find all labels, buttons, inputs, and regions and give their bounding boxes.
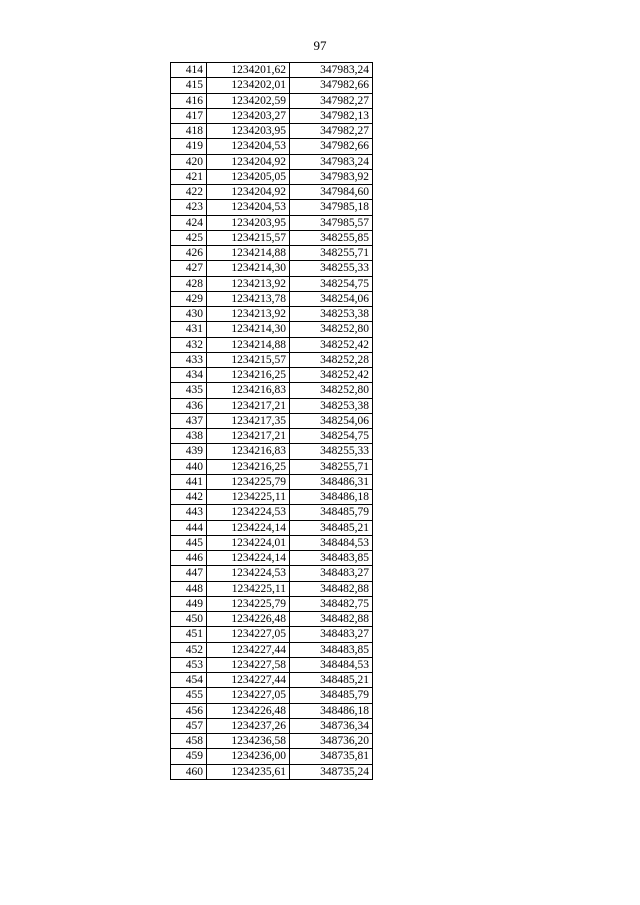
- point-number-cell: 428: [171, 276, 207, 291]
- x-coordinate-cell: 1234227,44: [207, 642, 290, 657]
- y-coordinate-cell: 348483,27: [290, 627, 373, 642]
- x-coordinate-cell: 1234202,59: [207, 93, 290, 108]
- table-row: [171, 703, 373, 718]
- table-row: [171, 749, 373, 764]
- point-number-cell: 458: [171, 734, 207, 749]
- x-coordinate-cell: 1234225,11: [207, 581, 290, 596]
- x-coordinate-cell: 1234214,30: [207, 261, 290, 276]
- x-coordinate-cell: 1234217,21: [207, 398, 290, 413]
- x-coordinate-cell: 1234203,27: [207, 108, 290, 123]
- y-coordinate-cell: 348252,42: [290, 368, 373, 383]
- x-coordinate-cell: 1234203,95: [207, 124, 290, 139]
- x-coordinate-cell: 1234227,58: [207, 657, 290, 672]
- y-coordinate-cell: 348484,53: [290, 535, 373, 550]
- point-number-cell: 444: [171, 520, 207, 535]
- y-coordinate-cell: 347983,24: [290, 154, 373, 169]
- x-coordinate-cell: 1234215,57: [207, 352, 290, 367]
- y-coordinate-cell: 347982,66: [290, 78, 373, 93]
- point-number-cell: 422: [171, 185, 207, 200]
- point-number-cell: 418: [171, 124, 207, 139]
- page-number: 97: [313, 38, 327, 53]
- y-coordinate-cell: 348482,88: [290, 581, 373, 596]
- x-coordinate-cell: 1234214,88: [207, 246, 290, 261]
- point-number-cell: 448: [171, 581, 207, 596]
- point-number-cell: 439: [171, 444, 207, 459]
- table-row: [171, 566, 373, 581]
- point-number-cell: 451: [171, 627, 207, 642]
- y-coordinate-cell: 347984,60: [290, 185, 373, 200]
- point-number-cell: 457: [171, 718, 207, 733]
- table-row: [171, 368, 373, 383]
- point-number-cell: 436: [171, 398, 207, 413]
- table-row: [171, 124, 373, 139]
- point-number-cell: 440: [171, 459, 207, 474]
- point-number-cell: 454: [171, 673, 207, 688]
- y-coordinate-cell: 348482,75: [290, 596, 373, 611]
- table-row: [171, 185, 373, 200]
- point-number-cell: 426: [171, 246, 207, 261]
- y-coordinate-cell: 347985,57: [290, 215, 373, 230]
- table-row: [171, 200, 373, 215]
- table-row: [171, 459, 373, 474]
- y-coordinate-cell: 348485,21: [290, 520, 373, 535]
- y-coordinate-cell: 347982,13: [290, 108, 373, 123]
- x-coordinate-cell: 1234205,05: [207, 169, 290, 184]
- table-row: [171, 627, 373, 642]
- point-number-cell: 447: [171, 566, 207, 581]
- point-number-cell: 459: [171, 749, 207, 764]
- point-number-cell: 417: [171, 108, 207, 123]
- x-coordinate-cell: 1234204,92: [207, 154, 290, 169]
- point-number-cell: 453: [171, 657, 207, 672]
- point-number-cell: 431: [171, 322, 207, 337]
- table-row: [171, 596, 373, 611]
- y-coordinate-cell: 348484,53: [290, 657, 373, 672]
- x-coordinate-cell: 1234214,88: [207, 337, 290, 352]
- point-number-cell: 455: [171, 688, 207, 703]
- table-row: [171, 93, 373, 108]
- x-coordinate-cell: 1234203,95: [207, 215, 290, 230]
- point-number-cell: 427: [171, 261, 207, 276]
- table-row: [171, 139, 373, 154]
- x-coordinate-cell: 1234225,79: [207, 474, 290, 489]
- table-row: [171, 413, 373, 428]
- table-row: [171, 108, 373, 123]
- y-coordinate-cell: 348736,34: [290, 718, 373, 733]
- y-coordinate-cell: 348255,33: [290, 261, 373, 276]
- table-row: [171, 337, 373, 352]
- y-coordinate-cell: 348252,80: [290, 383, 373, 398]
- y-coordinate-cell: 347985,18: [290, 200, 373, 215]
- point-number-cell: 449: [171, 596, 207, 611]
- point-number-cell: 456: [171, 703, 207, 718]
- point-number-cell: 415: [171, 78, 207, 93]
- y-coordinate-cell: 348255,85: [290, 230, 373, 245]
- x-coordinate-cell: 1234224,53: [207, 505, 290, 520]
- y-coordinate-cell: 348486,18: [290, 703, 373, 718]
- table-row: [171, 474, 373, 489]
- x-coordinate-cell: 1234236,58: [207, 734, 290, 749]
- point-number-cell: 419: [171, 139, 207, 154]
- point-number-cell: 434: [171, 368, 207, 383]
- table-row: [171, 657, 373, 672]
- point-number-cell: 414: [171, 63, 207, 78]
- x-coordinate-cell: 1234224,01: [207, 535, 290, 550]
- table-row: [171, 505, 373, 520]
- table-row: [171, 154, 373, 169]
- point-number-cell: 416: [171, 93, 207, 108]
- point-number-cell: 423: [171, 200, 207, 215]
- y-coordinate-cell: 348486,18: [290, 490, 373, 505]
- x-coordinate-cell: 1234227,05: [207, 627, 290, 642]
- y-coordinate-cell: 347982,27: [290, 93, 373, 108]
- x-coordinate-cell: 1234201,62: [207, 63, 290, 78]
- table-row: [171, 230, 373, 245]
- point-number-cell: 437: [171, 413, 207, 428]
- table-row: [171, 63, 373, 78]
- x-coordinate-cell: 1234227,44: [207, 673, 290, 688]
- table-row: [171, 291, 373, 306]
- y-coordinate-cell: 348482,88: [290, 612, 373, 627]
- point-number-cell: 445: [171, 535, 207, 550]
- table-row: [171, 581, 373, 596]
- x-coordinate-cell: 1234225,79: [207, 596, 290, 611]
- table-row: [171, 398, 373, 413]
- y-coordinate-cell: 348485,79: [290, 505, 373, 520]
- point-number-cell: 429: [171, 291, 207, 306]
- x-coordinate-cell: 1234204,53: [207, 139, 290, 154]
- y-coordinate-cell: 348253,38: [290, 398, 373, 413]
- x-coordinate-cell: 1234224,14: [207, 551, 290, 566]
- y-coordinate-cell: 348485,79: [290, 688, 373, 703]
- table-row: [171, 520, 373, 535]
- y-coordinate-cell: 348483,27: [290, 566, 373, 581]
- table-row: [171, 764, 373, 779]
- table-row: [171, 551, 373, 566]
- table-row: [171, 307, 373, 322]
- y-coordinate-cell: 347982,66: [290, 139, 373, 154]
- table-row: [171, 383, 373, 398]
- y-coordinate-cell: 348254,75: [290, 429, 373, 444]
- x-coordinate-cell: 1234216,25: [207, 368, 290, 383]
- point-number-cell: 443: [171, 505, 207, 520]
- y-coordinate-cell: 348483,85: [290, 642, 373, 657]
- y-coordinate-cell: 347983,92: [290, 169, 373, 184]
- point-number-cell: 424: [171, 215, 207, 230]
- y-coordinate-cell: 348254,06: [290, 413, 373, 428]
- x-coordinate-cell: 1234224,14: [207, 520, 290, 535]
- point-number-cell: 435: [171, 383, 207, 398]
- table-row: [171, 261, 373, 276]
- x-coordinate-cell: 1234237,26: [207, 718, 290, 733]
- y-coordinate-cell: 348253,38: [290, 307, 373, 322]
- x-coordinate-cell: 1234217,35: [207, 413, 290, 428]
- point-number-cell: 450: [171, 612, 207, 627]
- table-row: [171, 490, 373, 505]
- point-number-cell: 432: [171, 337, 207, 352]
- x-coordinate-cell: 1234213,78: [207, 291, 290, 306]
- table-row: [171, 246, 373, 261]
- y-coordinate-cell: 348254,75: [290, 276, 373, 291]
- x-coordinate-cell: 1234225,11: [207, 490, 290, 505]
- x-coordinate-cell: 1234224,53: [207, 566, 290, 581]
- point-number-cell: 421: [171, 169, 207, 184]
- x-coordinate-cell: 1234215,57: [207, 230, 290, 245]
- point-number-cell: 420: [171, 154, 207, 169]
- table-row: [171, 734, 373, 749]
- y-coordinate-cell: 348255,71: [290, 246, 373, 261]
- table-row: [171, 429, 373, 444]
- point-number-cell: 442: [171, 490, 207, 505]
- y-coordinate-cell: 348486,31: [290, 474, 373, 489]
- y-coordinate-cell: 347982,27: [290, 124, 373, 139]
- table-row: [171, 688, 373, 703]
- table-row: [171, 78, 373, 93]
- x-coordinate-cell: 1234202,01: [207, 78, 290, 93]
- x-coordinate-cell: 1234204,92: [207, 185, 290, 200]
- table-row: [171, 612, 373, 627]
- x-coordinate-cell: 1234216,83: [207, 383, 290, 398]
- x-coordinate-cell: 1234213,92: [207, 276, 290, 291]
- y-coordinate-cell: 348252,42: [290, 337, 373, 352]
- point-number-cell: 433: [171, 352, 207, 367]
- x-coordinate-cell: 1234227,05: [207, 688, 290, 703]
- y-coordinate-cell: 348252,80: [290, 322, 373, 337]
- y-coordinate-cell: 348483,85: [290, 551, 373, 566]
- table-row: [171, 444, 373, 459]
- y-coordinate-cell: 347983,24: [290, 63, 373, 78]
- x-coordinate-cell: 1234236,00: [207, 749, 290, 764]
- table-row: [171, 215, 373, 230]
- table-row: [171, 642, 373, 657]
- y-coordinate-cell: 348252,28: [290, 352, 373, 367]
- table-row: [171, 276, 373, 291]
- point-number-cell: 430: [171, 307, 207, 322]
- y-coordinate-cell: 348254,06: [290, 291, 373, 306]
- coordinates-table-body: [171, 63, 373, 780]
- coordinates-table: [170, 62, 373, 780]
- x-coordinate-cell: 1234213,92: [207, 307, 290, 322]
- table-row: [171, 322, 373, 337]
- x-coordinate-cell: 1234235,61: [207, 764, 290, 779]
- point-number-cell: 438: [171, 429, 207, 444]
- point-number-cell: 452: [171, 642, 207, 657]
- x-coordinate-cell: 1234217,21: [207, 429, 290, 444]
- table-row: [171, 535, 373, 550]
- y-coordinate-cell: 348736,20: [290, 734, 373, 749]
- x-coordinate-cell: 1234204,53: [207, 200, 290, 215]
- x-coordinate-cell: 1234214,30: [207, 322, 290, 337]
- y-coordinate-cell: 348485,21: [290, 673, 373, 688]
- x-coordinate-cell: 1234216,25: [207, 459, 290, 474]
- point-number-cell: 441: [171, 474, 207, 489]
- table-row: [171, 718, 373, 733]
- y-coordinate-cell: 348255,33: [290, 444, 373, 459]
- x-coordinate-cell: 1234216,83: [207, 444, 290, 459]
- y-coordinate-cell: 348735,81: [290, 749, 373, 764]
- table-row: [171, 673, 373, 688]
- point-number-cell: 425: [171, 230, 207, 245]
- point-number-cell: 446: [171, 551, 207, 566]
- y-coordinate-cell: 348255,71: [290, 459, 373, 474]
- table-row: [171, 352, 373, 367]
- x-coordinate-cell: 1234226,48: [207, 612, 290, 627]
- x-coordinate-cell: 1234226,48: [207, 703, 290, 718]
- point-number-cell: 460: [171, 764, 207, 779]
- y-coordinate-cell: 348735,24: [290, 764, 373, 779]
- table-row: [171, 169, 373, 184]
